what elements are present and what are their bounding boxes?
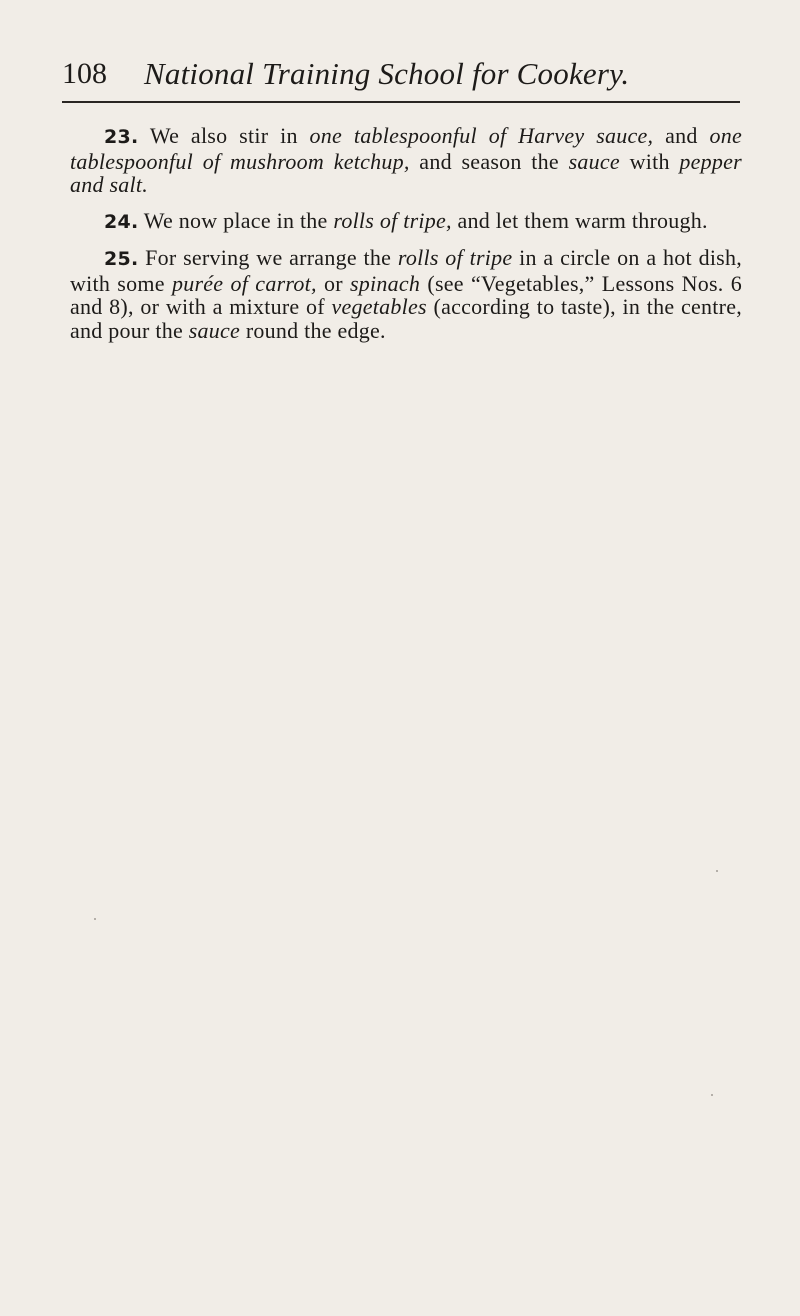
header-rule	[62, 101, 740, 103]
text-segment: We now place in the	[138, 207, 334, 233]
paper-speck	[716, 870, 718, 872]
text-segment-italic: sauce	[188, 317, 241, 343]
paragraph-25	[70, 246, 742, 342]
page-header	[62, 54, 742, 102]
text-segment: and let them warm through.	[451, 207, 708, 233]
paper-speck	[711, 1094, 713, 1096]
text-segment-italic: one tablespoonful of Harvey sauce,	[309, 123, 654, 148]
text-segment-italic: spinach	[349, 270, 421, 296]
text-segment: (see “Vegetables,” Lessons Nos. 6 and 8), or with a mixture of	[70, 270, 743, 319]
text-segment: We also stir in	[138, 123, 310, 148]
paragraph-number: 23.	[104, 126, 139, 148]
text-segment: with	[619, 148, 680, 174]
page-number: 108	[62, 57, 107, 90]
paragraph-number: 24.	[104, 210, 139, 233]
text-segment-italic: purée of carrot,	[171, 270, 317, 296]
text-segment: and	[653, 123, 710, 148]
body-text	[70, 124, 742, 354]
paragraph-23	[70, 124, 742, 197]
paragraph-24	[70, 209, 742, 235]
text-segment-italic: sauce	[568, 148, 620, 174]
text-segment: For serving we arrange the	[138, 245, 398, 270]
text-segment: round the edge.	[240, 317, 386, 343]
text-segment-italic: one tablespoonful of mushroom ketchup,	[70, 123, 742, 174]
text-segment-italic: vegetables	[331, 294, 427, 319]
text-segment: (according to taste), in the centre, and pour the	[70, 294, 742, 343]
text-segment: or	[316, 270, 350, 296]
text-segment-italic: rolls of tripe	[397, 245, 513, 270]
text-segment-italic: pepper and salt.	[70, 148, 742, 197]
paper-speck	[94, 918, 96, 920]
paragraph-number: 25.	[104, 248, 139, 270]
text-segment: in a circle on a hot dish, with some	[70, 245, 742, 296]
text-segment-italic: rolls of tripe,	[333, 207, 452, 233]
text-segment: and season the	[409, 148, 569, 174]
running-title: National Training School for Cookery.	[144, 56, 630, 91]
